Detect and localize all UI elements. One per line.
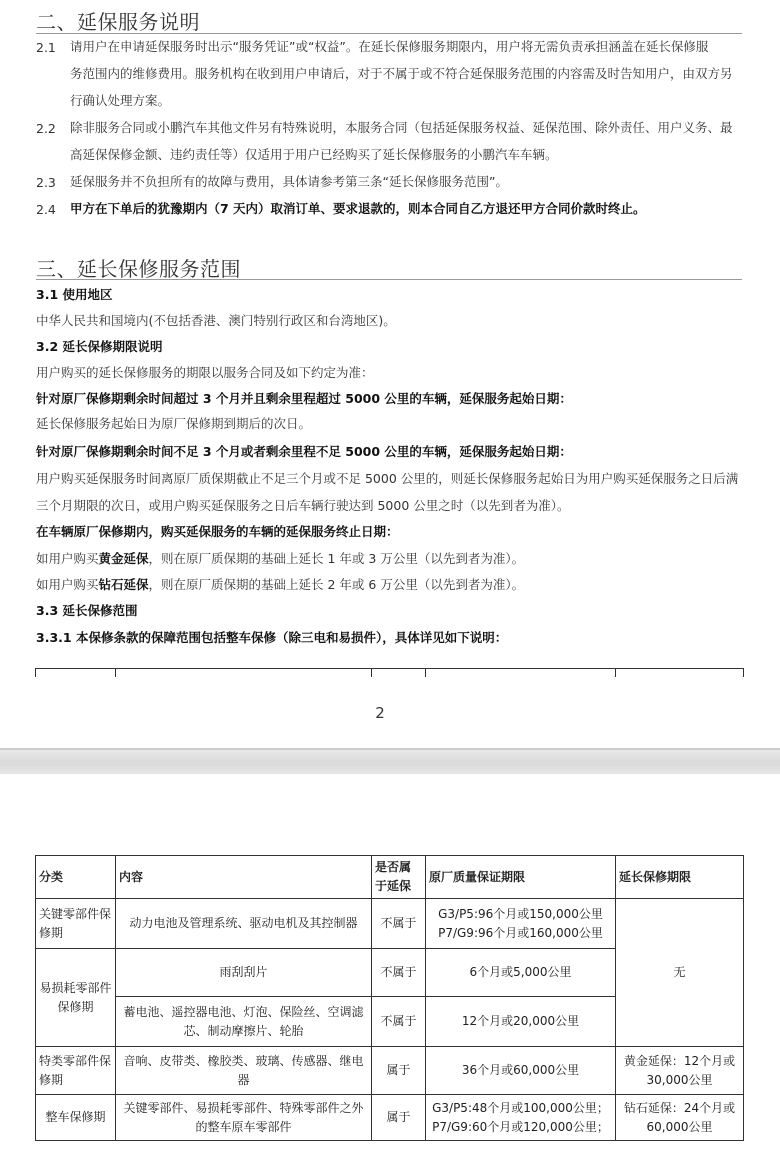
clause-line: 甲方在下单后的犹豫期内（7 天内）取消订单、要求退款的，则本合同自乙方退还甲方合同价款时终止。 <box>70 201 646 216</box>
cell-included: 不属于 <box>372 997 426 1047</box>
cell-content: 雨刮刮片 <box>116 949 372 997</box>
table-top-edge <box>35 668 744 677</box>
section-3-title: 三、延长保修服务范围 <box>36 257 241 281</box>
header-extended-period: 延长保修期限 <box>616 856 744 899</box>
cell-extended-diamond: 钻石延保：24个月或60,000公里 <box>616 1095 744 1141</box>
subsection-3-1-text: 中华人民共和国境内(不包括香港、澳门特别行政区和台湾地区)。 <box>36 313 396 328</box>
case-2-title: 针对原厂保修期剩余时间不足 3 个月或者剩余里程不足 5000 公里的车辆，延保服务起始日期： <box>36 444 572 459</box>
cell-included: 不属于 <box>372 899 426 949</box>
case-1-title: 针对原厂保修期剩余时间超过 3 个月并且剩余里程超过 5000 公里的车辆，延保服务起始日期： <box>36 391 572 406</box>
page-number: 2 <box>375 704 385 722</box>
cell-category: 关键零部件保修期 <box>36 899 116 949</box>
cell-category: 特类零部件保修期 <box>36 1047 116 1095</box>
cell-content: 动力电池及管理系统、驱动电机及其控制器 <box>116 899 372 949</box>
gold-label: 黄金延保 <box>98 551 149 566</box>
cell-period: 12个月或20,000公里 <box>426 997 616 1047</box>
cell-extended-gold: 黄金延保：12个月或30,000公里 <box>616 1047 744 1095</box>
clause-line: 高延保保修金额、违约责任等）仅适用于用户已经购买了延长保修服务的小鹏汽车车辆。 <box>70 147 558 162</box>
header-included: 是否属于延保 <box>372 856 426 899</box>
cell-content: 关键零部件、易损耗零部件、特殊零部件之外的整车原车零部件 <box>116 1095 372 1141</box>
period-line: G3/P5:48个月或100,000公里； <box>432 1100 609 1115</box>
clause-line: 行确认处理方案。 <box>70 93 171 108</box>
clause-2-2-number: 2.2 <box>36 121 56 136</box>
clause-2-2-text <box>70 114 748 168</box>
end-date-title: 在车辆原厂保修期内，购买延保服务的车辆的延保服务终止日期： <box>36 524 399 539</box>
clause-line: 延保服务并不负担所有的故障与费用，具体请参考第三条“延长保修服务范围”。 <box>70 174 508 189</box>
cell-included: 属于 <box>372 1095 426 1141</box>
cell-category: 整车保修期 <box>36 1095 116 1141</box>
case-2-line-2: 三个月期限的次日，或用户购买延保服务之日后车辆行驶达到 5000 公里之时（以先到者为准）。 <box>36 498 570 513</box>
period-line: P7/G9:96个月或160,000公里 <box>438 925 603 940</box>
clause-2-3-text <box>70 168 748 195</box>
clause-2-4-text <box>70 195 748 222</box>
cell-extended-none: 无 <box>616 899 744 1047</box>
subsection-3-1-title: 3.1 使用地区 <box>36 287 113 302</box>
cell-period: 6个月或5,000公里 <box>426 949 616 997</box>
clause-2-3-number: 2.3 <box>36 175 56 190</box>
cell-period: 36个月或60,000公里 <box>426 1047 616 1095</box>
period-line: G3/P5:96个月或150,000公里 <box>438 906 603 921</box>
diamond-pre: 如用户购买 <box>36 577 99 592</box>
cell-included: 属于 <box>372 1047 426 1095</box>
cell-category: 易损耗零部件保修期 <box>36 949 116 1047</box>
gold-extension-text <box>36 545 524 572</box>
subsection-3-3-title: 3.3 延长保修范围 <box>36 603 138 618</box>
diamond-post: ，则在原厂质保期的基础上延长 2 年或 6 万公里（以先到者为准）。 <box>148 577 525 592</box>
cell-content: 音响、皮带类、橡胶类、玻璃、传感器、继电器 <box>116 1047 372 1095</box>
clause-2-1-number: 2.1 <box>36 40 56 55</box>
subsection-3-2-intro: 用户购买的延长保修服务的期限以服务合同及如下约定为准： <box>36 365 374 380</box>
clause-line: 务范围内的维修费用。服务机构在收到用户申请后，对于不属于或不符合延保服务范围的内容需及时告知用户，由双方另 <box>70 66 733 81</box>
clause-line: 请用户在申请延保服务时出示“服务凭证”或“权益”。在延长保修服务期限内，用户将无需负责承担涵盖在延长保修服 <box>70 39 709 54</box>
header-category: 分类 <box>36 856 116 899</box>
section-2-title: 二、延保服务说明 <box>36 10 200 34</box>
cell-content: 蓄电池、遥控器电池、灯泡、保险丝、空调滤芯、制动摩擦片、轮胎 <box>116 997 372 1047</box>
header-original-period: 原厂质量保证期限 <box>426 856 616 899</box>
table-row <box>36 1047 744 1095</box>
header-content: 内容 <box>116 856 372 899</box>
diamond-label: 钻石延保 <box>98 577 149 592</box>
table-header-row <box>36 856 744 899</box>
table-row <box>36 1095 744 1141</box>
subsection-3-3-1-title: 3.3.1 本保修条款的保障范围包括整车保修（除三电和易损件），具体详见如下说明： <box>36 630 508 645</box>
cell-period <box>426 899 616 949</box>
subsection-3-2-title: 3.2 延长保修期限说明 <box>36 339 163 354</box>
page-separator <box>0 748 780 776</box>
case-2-line-1: 用户购买延保服务时间离原厂质保期截止不足三个月或不足 5000 公里的，则延长保修服务起始日为用户购买延保服务之日后满 <box>36 471 739 486</box>
gold-pre: 如用户购买 <box>36 551 99 566</box>
table-row <box>36 899 744 949</box>
clause-line: 除非服务合同或小鹏汽车其他文件另有特殊说明，本服务合同（包括延保服务权益、延保范围、除外责任、用户义务、最 <box>70 120 733 135</box>
cell-period <box>426 1095 616 1141</box>
section-3-divider <box>36 279 742 280</box>
warranty-table <box>35 855 744 1141</box>
clause-2-1-text <box>70 33 748 114</box>
diamond-extension-text <box>36 571 524 598</box>
gold-post: ，则在原厂质保期的基础上延长 1 年或 3 万公里（以先到者为准）。 <box>148 551 525 566</box>
cell-included: 不属于 <box>372 949 426 997</box>
case-1-text: 延长保修服务起始日为原厂保修期到期后的次日。 <box>36 416 312 431</box>
period-line: P7/G9:60个月或120,000公里； <box>432 1119 609 1134</box>
clause-2-4-number: 2.4 <box>36 202 56 217</box>
document-page-2 <box>0 774 780 1151</box>
